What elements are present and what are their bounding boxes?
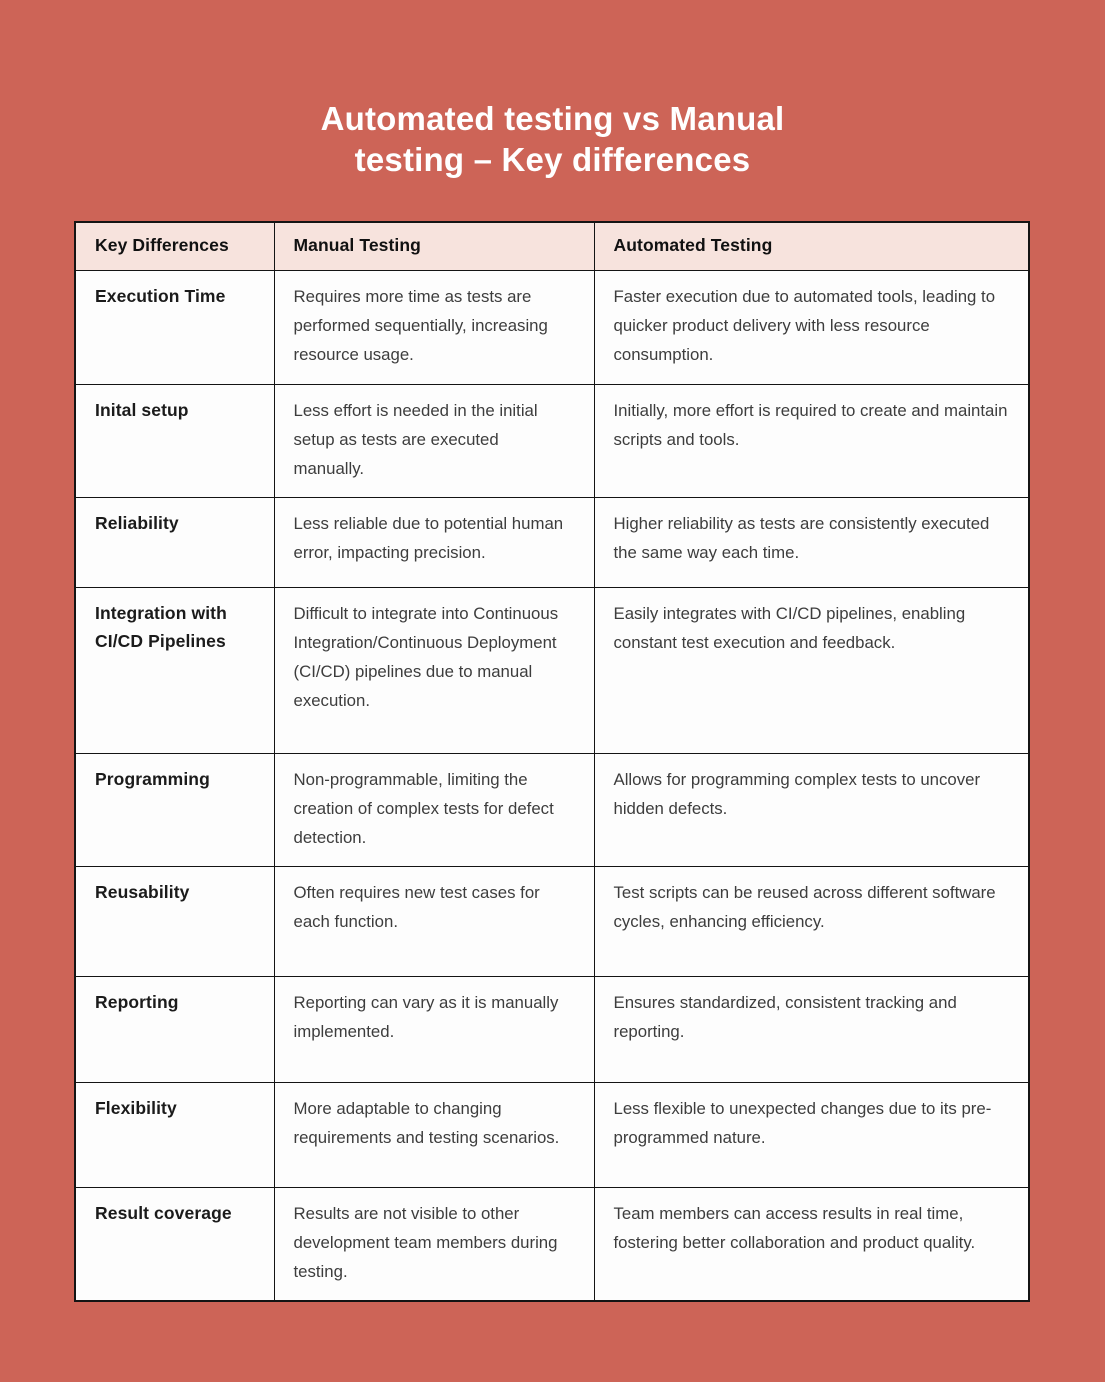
table-row	[75, 1083, 1029, 1188]
automated-cell: Faster execution due to automated tools, leading to quicker product delivery with less resource consumption.	[594, 271, 1029, 385]
col-header-automated-testing: Automated Testing	[594, 222, 1029, 271]
feature-cell: Reporting	[75, 977, 274, 1083]
table-row	[75, 588, 1029, 754]
page-title	[0, 98, 1105, 180]
table-header-row	[75, 222, 1029, 271]
automated-cell: Test scripts can be reused across different software cycles, enhancing efficiency.	[594, 867, 1029, 977]
table-row	[75, 754, 1029, 867]
automated-cell: Higher reliability as tests are consistently executed the same way each time.	[594, 498, 1029, 588]
manual-cell: Less effort is needed in the initial setup as tests are executed manually.	[274, 385, 594, 498]
manual-cell: Difficult to integrate into Continuous Integration/Continuous Deployment (CI/CD) pipelines due to manual execution.	[274, 588, 594, 754]
table-row	[75, 867, 1029, 977]
automated-cell: Initially, more effort is required to create and maintain scripts and tools.	[594, 385, 1029, 498]
table-row	[75, 1188, 1029, 1302]
manual-cell: Requires more time as tests are performed sequentially, increasing resource usage.	[274, 271, 594, 385]
automated-cell: Allows for programming complex tests to uncover hidden defects.	[594, 754, 1029, 867]
automated-cell: Easily integrates with CI/CD pipelines, enabling constant test execution and feedback.	[594, 588, 1029, 754]
feature-cell: Inital setup	[75, 385, 274, 498]
manual-cell: Results are not visible to other development team members during testing.	[274, 1188, 594, 1302]
feature-cell: Result coverage	[75, 1188, 274, 1302]
col-header-key-differences: Key Differences	[75, 222, 274, 271]
manual-cell: More adaptable to changing requirements and testing scenarios.	[274, 1083, 594, 1188]
automated-cell: Less flexible to unexpected changes due to its pre-programmed nature.	[594, 1083, 1029, 1188]
automated-cell: Team members can access results in real time, fostering better collaboration and product quality.	[594, 1188, 1029, 1302]
manual-cell: Reporting can vary as it is manually implemented.	[274, 977, 594, 1083]
page-title-line1: Automated testing vs Manual	[320, 100, 785, 138]
table-row	[75, 271, 1029, 385]
col-header-manual-testing: Manual Testing	[274, 222, 594, 271]
page-title-line2: testing – Key differences	[354, 141, 751, 179]
feature-cell: Integration with CI/CD Pipelines	[75, 588, 274, 754]
table-row	[75, 385, 1029, 498]
table-row	[75, 498, 1029, 588]
feature-cell: Reusability	[75, 867, 274, 977]
table-row	[75, 977, 1029, 1083]
feature-cell: Execution Time	[75, 271, 274, 385]
automated-cell: Ensures standardized, consistent tracking and reporting.	[594, 977, 1029, 1083]
manual-cell: Often requires new test cases for each function.	[274, 867, 594, 977]
manual-cell: Non-programmable, limiting the creation of complex tests for defect detection.	[274, 754, 594, 867]
feature-cell: Programming	[75, 754, 274, 867]
manual-cell: Less reliable due to potential human error, impacting precision.	[274, 498, 594, 588]
feature-cell: Flexibility	[75, 1083, 274, 1188]
comparison-table	[74, 221, 1030, 1302]
feature-cell: Reliability	[75, 498, 274, 588]
